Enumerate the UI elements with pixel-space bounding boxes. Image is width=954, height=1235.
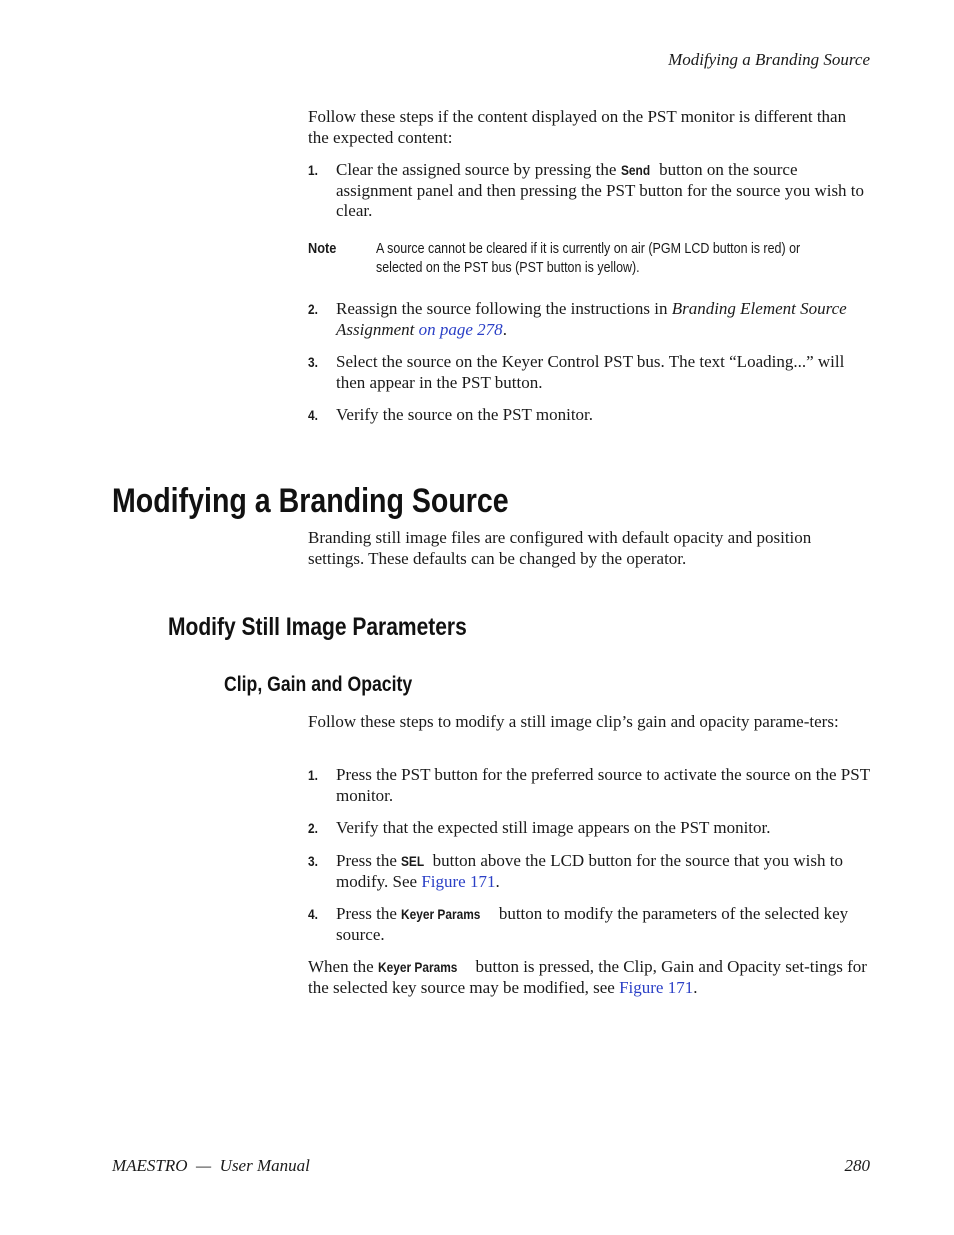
step-text: button on the source assignment panel and then pressing the PST button for the source you wish to clear. <box>336 160 865 220</box>
figure-link[interactable]: Figure 171 <box>619 977 694 997</box>
step-text: Press the <box>336 851 402 870</box>
step-text: button to modify the parameters of the selected key source. <box>336 904 849 944</box>
running-header: Modifying a Branding Source <box>668 50 870 69</box>
step-number: 3. <box>308 354 318 370</box>
step-number: 3. <box>308 853 318 869</box>
section-heading: Modifying a Branding Source <box>112 482 509 520</box>
subsection-heading: Modify Still Image Parameters <box>168 613 467 641</box>
step-number: 4. <box>308 906 318 922</box>
step-text: . <box>502 319 507 339</box>
step-text: . <box>495 871 500 891</box>
step-number: 2. <box>308 820 318 836</box>
keyer-params-button-ref: Keyer Params <box>377 959 458 975</box>
step-a-3 <box>308 352 870 393</box>
note-label: Note <box>308 240 337 257</box>
step-text: Verify that the expected still image appears on the PST monitor. <box>336 818 771 837</box>
step-text: Press the <box>336 904 402 923</box>
paragraph-text: . <box>693 977 698 997</box>
send-button-ref: Send <box>620 162 650 178</box>
page-number: 280 <box>844 1156 870 1175</box>
cross-reference: Branding Element Source Assignment <box>336 299 847 339</box>
step-a-4 <box>308 405 870 426</box>
keyer-params-button-ref: Keyer Params <box>401 906 481 922</box>
step-text: Select the source on the Keyer Control PST bus. The text “Loading...” will then appear in the PST button. <box>336 352 845 392</box>
intro-paragraph: Follow these steps if the content displayed on the PST monitor is different than the expected content: <box>308 107 847 147</box>
step-b-3 <box>308 851 870 892</box>
step-a-2 <box>308 299 870 340</box>
section-paragraph: Branding still image files are configured with default opacity and position settings. These defaults can be changed by the operator. <box>308 528 812 568</box>
step-b-2 <box>308 818 870 839</box>
sel-button-ref: SEL <box>401 853 425 869</box>
step-text: Press the PST button for the preferred source to activate the source on the PST monitor. <box>336 765 870 805</box>
note-line: selected on the PST bus (PST button is yellow). <box>376 260 640 276</box>
step-text: Reassign the source following the instructions in <box>336 299 672 318</box>
page-link[interactable]: on page 278 <box>418 319 503 339</box>
step-b-1 <box>308 765 870 806</box>
subsubsection-heading: Clip, Gain and Opacity <box>224 673 413 696</box>
note-text <box>376 240 876 278</box>
figure-link[interactable]: Figure 171 <box>421 871 496 891</box>
footer-title: MAESTRO — User Manual <box>112 1156 310 1175</box>
step-number: 4. <box>308 407 318 423</box>
step-b-4 <box>308 904 870 945</box>
step-number: 1. <box>308 767 318 783</box>
step-a-1 <box>308 160 870 222</box>
step-text: button above the LCD button for the source that you wish to modify. See <box>336 851 843 891</box>
step-number: 1. <box>308 162 318 178</box>
paragraph-text: button is pressed, the Clip, Gain and Opacity set-tings for the selected key source may be modified, see <box>308 957 867 997</box>
step-text: Verify the source on the PST monitor. <box>336 405 594 424</box>
paragraph-text: When the <box>308 957 378 976</box>
note-line: A source cannot be cleared if it is currently on air (PGM LCD button is red) or <box>376 241 801 257</box>
subsection-intro: Follow these steps to modify a still image clip’s gain and opacity parame-ters: <box>308 712 839 731</box>
closing-paragraph <box>308 957 870 998</box>
step-number: 2. <box>308 301 318 317</box>
step-text: Clear the assigned source by pressing the <box>336 160 621 179</box>
